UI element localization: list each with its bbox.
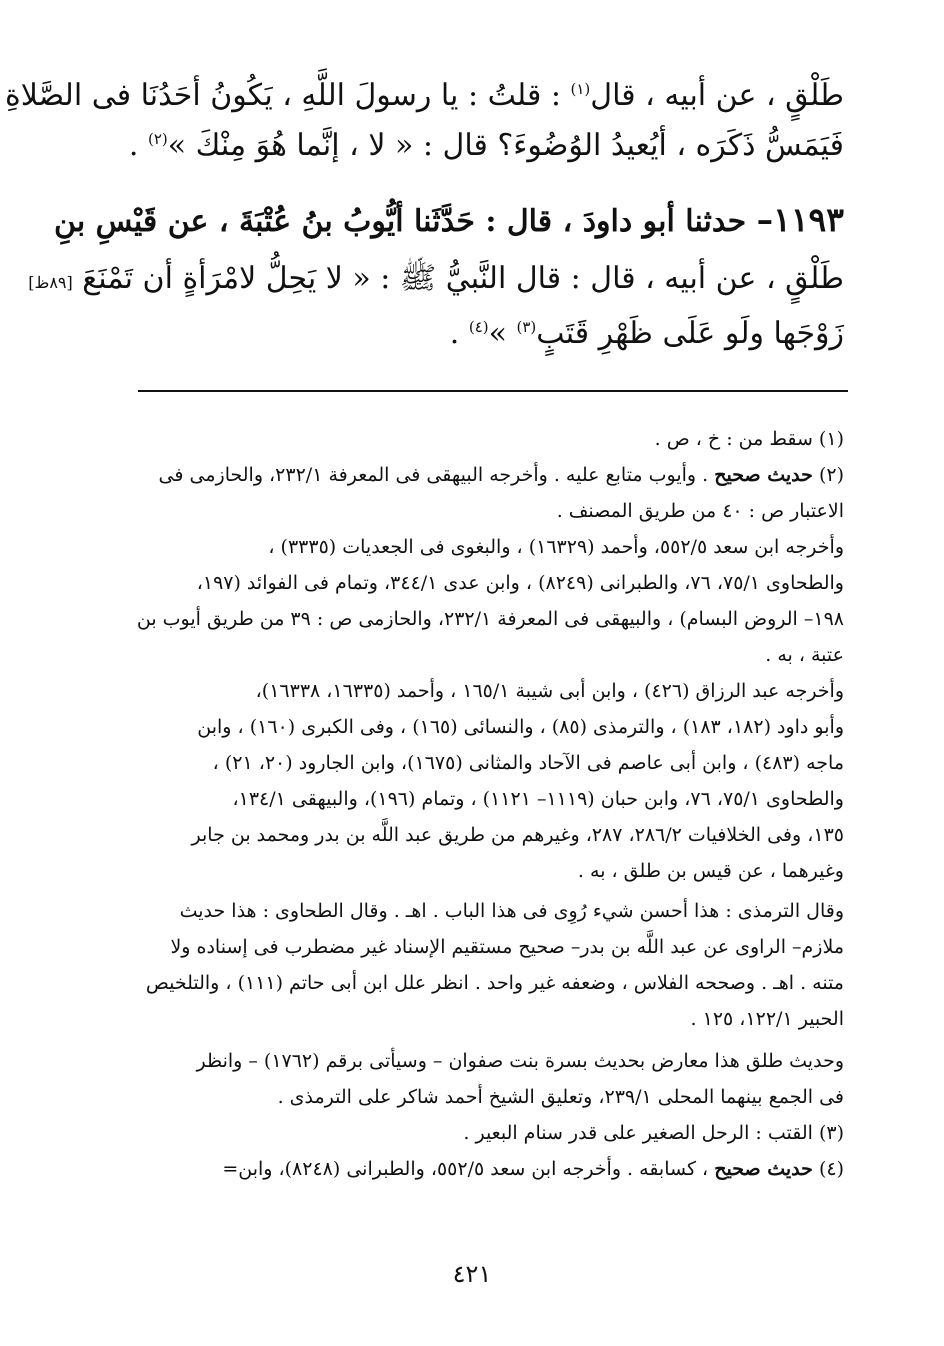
footnote-line (128, 1158, 844, 1180)
main-line-4 (28, 260, 844, 303)
footnote-line: وقال الترمذى : هذا أحسن شيء رُوِى فى هذا الباب . اهـ . وقال الطحاوى : هذا حديث (179, 900, 844, 922)
footnote-line: ١٩٨– الروض البسام) ، والبيهقى فى المعرفة ٢٣٢/١، والحازمى ص : ٣٩ من طريق أيوب بن (136, 608, 844, 630)
text-span: حدثنا أبو داودَ ، قال : حَدَّثَنا أيُّوبُ بنُ عُتْبَةَ ، عن قَيْسِ بنِ (53, 204, 757, 239)
footnote-line: وأخرجه ابن سعد ٥٥٢/٥، وأحمد (١٦٣٢٩) ، والبغوى فى الجعديات (٣٣٣٥) ، (268, 536, 844, 558)
footnote-line: (٣) القتب : الرحل الصغير على قدر سنام البعير . (463, 1122, 844, 1144)
footnote-line: وأخرجه عبد الرزاق (٤٢٦) ، وابن أبى شيبة ١٦٥/١ ، وأحمد (١٦٣٣٥، ١٦٣٣٨)، (255, 680, 844, 702)
footnote-line: متنه . اهـ . وصححه الفلاس ، وضعفه غير واحد . انظر علل ابن أبى حاتم (١١١) ، والتلخيص (145, 972, 844, 994)
footnote-line: الاعتبار ص : ٤٠ من طريق المصنف . (556, 500, 844, 522)
text-span: طَلْقٍ ، عن أبيه ، قال : قال النَّبيُّ ﷺ : « لا يَحِلُّ لامْرَأةٍ أن تَمْنَعَ (82, 261, 844, 296)
manuscript-folio-note: [٨٩ظ] (28, 273, 73, 292)
hadith-number: ١١٩٣– (756, 200, 844, 239)
text-span: » (488, 316, 517, 351)
text-span: حديث صحيح (714, 464, 813, 486)
text-span: (٤) (812, 1158, 844, 1180)
page-number: ٤٢١ (452, 1260, 492, 1288)
footnote-line: (١) سقط من : خ ، ص . (654, 428, 844, 450)
footnote-marker: (٢) (147, 130, 168, 148)
text-span: . وأيوب متابع عليه . وأخرجه البيهقى فى المعرفة ٢٣٢/١، والحازمى فى (158, 464, 715, 486)
footnote-line: والطحاوى ٧٥/١، ٧٦، وابن حبان (١١١٩– ١١٢١) ، وتمام (١٩٦)، والبيهقى ١٣٤/١، (232, 788, 844, 810)
footnote-line: فى الجمع بينهما المحلى ٢٣٩/١، وتعليق الشيخ أحمد شاكر على الترمذى . (277, 1086, 844, 1108)
text-span: حديث صحيح (714, 1158, 813, 1180)
footnote-line: الحبير ١٢٢/١، ١٢٥ . (690, 1008, 844, 1030)
text-span: . (128, 128, 148, 163)
footnote-separator (138, 390, 848, 392)
footnote-line: وحديث طلق هذا معارض بحديث بسرة بنت صفوان – وسيأتى برقم (١٧٦٢) – وانظر (196, 1050, 844, 1072)
text-span: (٢) (812, 464, 844, 486)
main-line-5 (120, 316, 844, 351)
main-line-2 (120, 128, 844, 163)
text-span: . (449, 316, 469, 351)
footnote-line (128, 464, 844, 486)
footnote-line: وأبو داود (١٨٢، ١٨٣) ، والترمذى (٨٥) ، والنسائى (١٦٥) ، وفى الكبرى (١٦٠) ، وابن (197, 716, 844, 738)
footnote-line: عتبة ، به . (765, 644, 844, 666)
text-span: زَوْجَها ولَو عَلَى ظَهْرِ قَتَبٍ (536, 316, 844, 351)
text-span: طَلْقٍ ، عن أبيه ، قال (590, 78, 844, 113)
main-line-1 (5, 78, 844, 113)
footnote-marker: (٣) (516, 318, 537, 336)
footnote-line: وغيرهما ، عن قيس بن طلق ، به . (577, 860, 844, 882)
footnote-marker: (٤) (468, 318, 489, 336)
footnote-line: ملازم– الراوى عن عبد اللَّه بن بدر– صحيح مستقيم الإسناد غير مضطرب فى إسناده ولا (170, 936, 844, 958)
main-line-3 (53, 200, 844, 239)
footnote-marker: (١) (570, 80, 591, 98)
footnote-line: ١٣٥، وفى الخلافيات ٢٨٦/٢، ٢٨٧، وغيرهم من طريق عبد اللَّه بن بدر ومحمد بن جابر (191, 824, 844, 846)
footnote-line: ماجه (٤٨٣) ، وابن أبى عاصم فى الآحاد والمثانى (١٦٧٥)، وابن الجارود (٢٠، ٢١) ، (212, 752, 844, 774)
text-span: فَيَمَسُّ ذَكَرَه ، أيُعيدُ الوُضُوءَ؟ قال : « لا ، إنَّما هُوَ مِنْكَ » (167, 128, 844, 163)
text-span: : قلتُ : يا رسولَ اللَّهِ ، يَكُونُ أحَدُنَا فى الصَّلاةِ (5, 78, 571, 113)
text-span: ، كسابقه . وأخرجه ابن سعد ٥٥٢/٥، والطبرانى (٨٢٤٨)، وابن= (222, 1158, 715, 1180)
footnote-line: والطحاوى ٧٥/١، ٧٦، والطبرانى (٨٢٤٩) ، وابن عدى ٣٤٤/١، وتمام فى الفوائد (١٩٧، (196, 572, 844, 594)
